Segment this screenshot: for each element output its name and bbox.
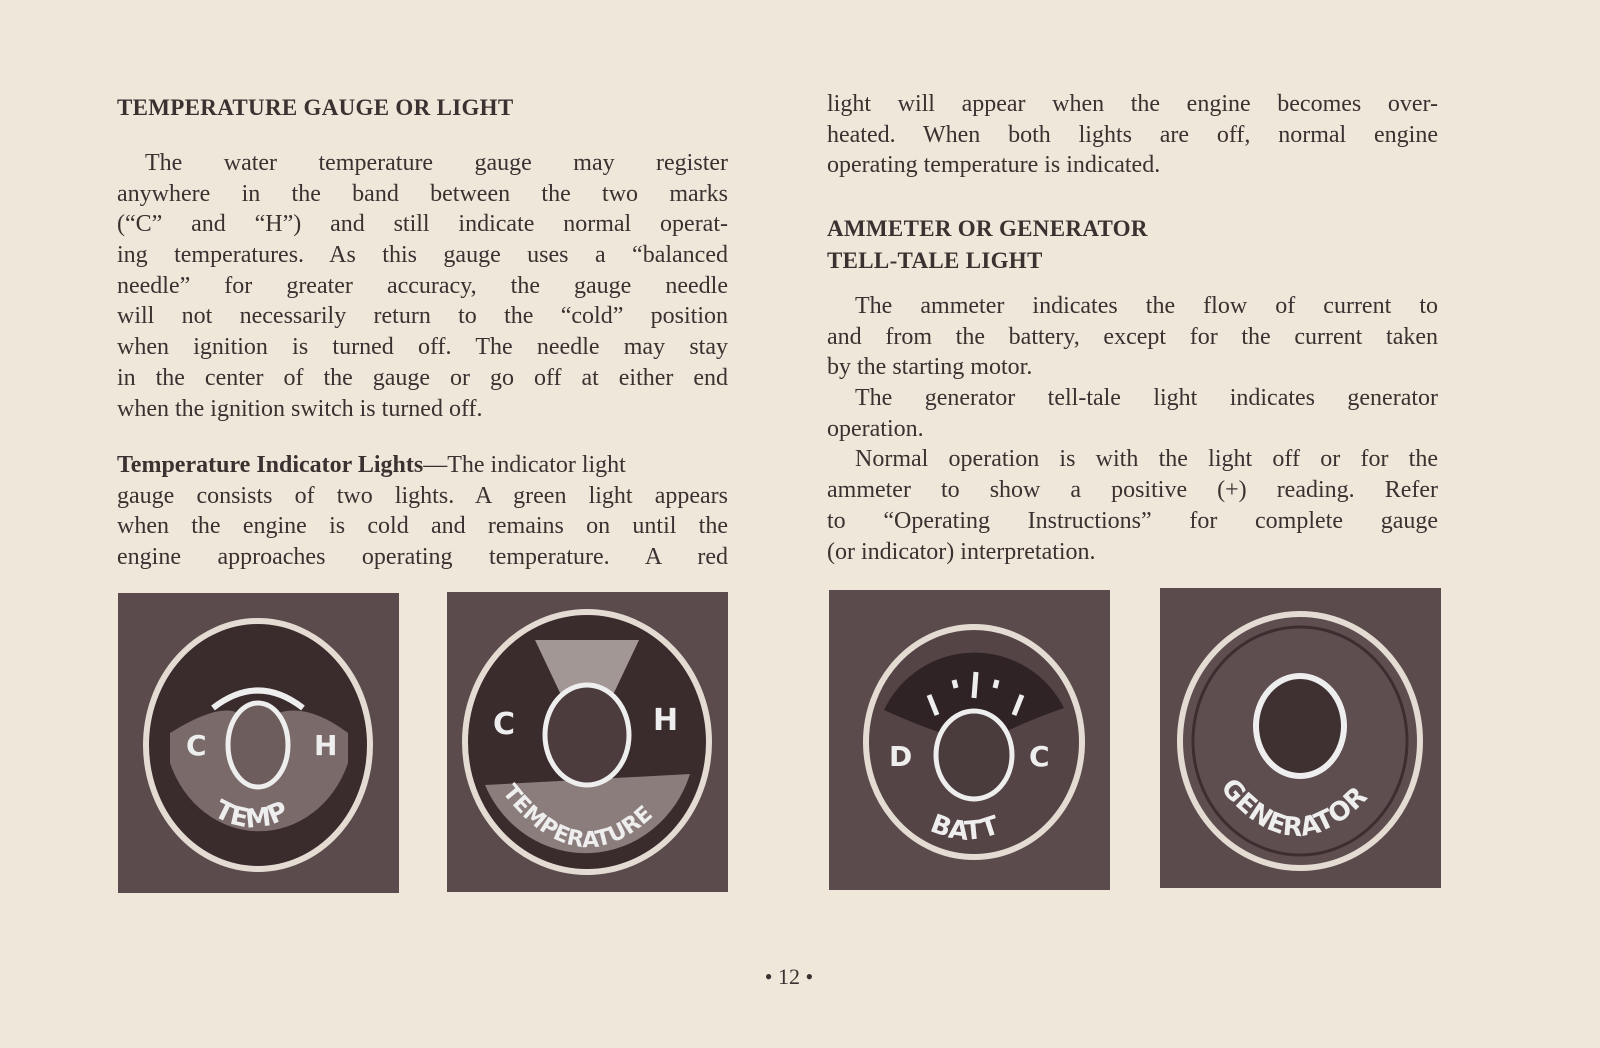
text-run: —The indicator light — [423, 452, 626, 478]
text-line: ing temperatures. As this gauge uses a “balanced — [117, 242, 728, 269]
temp-gauge-photo — [118, 593, 399, 893]
text-line: Normal operation is with the light off or for the — [855, 446, 1438, 473]
page-number: • 12 • — [764, 964, 814, 989]
text-line: heated. When both lights are off, normal engine — [827, 121, 1438, 148]
text-line: when ignition is turned off. The needle may stay — [117, 334, 728, 361]
gauge-right-mark: H — [314, 729, 338, 762]
right-paragraph-0 — [827, 89, 1438, 181]
text-line: and from the battery, except for the current taken — [827, 323, 1438, 350]
text-line: needle” for greater accuracy, the gauge needle — [117, 272, 728, 299]
gauge-left-mark: C — [186, 729, 207, 762]
text-line: ammeter to show a positive (+) reading. Refer — [827, 477, 1438, 504]
text-line: The water temperature gauge may register — [145, 150, 728, 176]
left-paragraph-2 — [117, 450, 728, 573]
text-line: will not necessarily return to the “cold” position — [117, 303, 728, 330]
gauge-right-mark: H — [653, 703, 679, 738]
right-paragraph-1 — [827, 291, 1438, 567]
text-line: anywhere in the band between the two marks — [117, 180, 728, 207]
gauge-left-mark: D — [889, 740, 913, 773]
gauge-label: GENERATOR — [1214, 773, 1374, 844]
gauge-label: TEMPERATURE — [497, 780, 658, 854]
text-line: engine approaches operating temperature. A red — [117, 544, 728, 571]
batt-gauge-photo — [829, 590, 1110, 890]
text-line: by the starting motor. — [827, 354, 1033, 381]
run-in-heading: Temperature Indicator Lights — [117, 452, 424, 478]
text-line: when the engine is cold and remains on until the — [117, 513, 728, 540]
text-line: when the ignition switch is turned off. — [117, 395, 483, 422]
section-heading: TELL-TALE LIGHT — [827, 248, 1043, 273]
section-heading: AMMETER OR GENERATOR — [827, 216, 1148, 241]
text-line: gauge consists of two lights. A green light appears — [117, 482, 728, 509]
text-line: operating temperature is indicated. — [827, 152, 1161, 179]
text-line: (or indicator) interpretation. — [827, 538, 1096, 565]
left-paragraph-1 — [117, 148, 728, 424]
text-line: operation. — [827, 415, 924, 442]
gauge-left-mark: C — [493, 707, 516, 742]
text-line: light will appear when the engine becomes over- — [827, 91, 1438, 117]
temperature-gauge-photo — [447, 592, 728, 892]
text-line — [117, 450, 728, 481]
generator-light-photo — [1160, 588, 1441, 888]
text-line: to “Operating Instructions” for complete gauge — [827, 507, 1438, 534]
text-line: in the center of the gauge or go off at either end — [117, 364, 728, 391]
text-line: The generator tell-tale light indicates generator — [855, 385, 1438, 412]
gauge-right-mark: C — [1029, 740, 1050, 773]
section-heading: TEMPERATURE GAUGE OR LIGHT — [117, 95, 514, 120]
left-heading-block — [117, 92, 514, 124]
right-heading-block — [827, 213, 1148, 277]
text-line: The ammeter indicates the flow of current to — [855, 293, 1438, 319]
text-line: (“C” and “H”) and still indicate normal operat- — [117, 211, 728, 238]
gauge-label: BATT — [926, 808, 1003, 847]
gauge-label: TEMP — [209, 794, 293, 835]
